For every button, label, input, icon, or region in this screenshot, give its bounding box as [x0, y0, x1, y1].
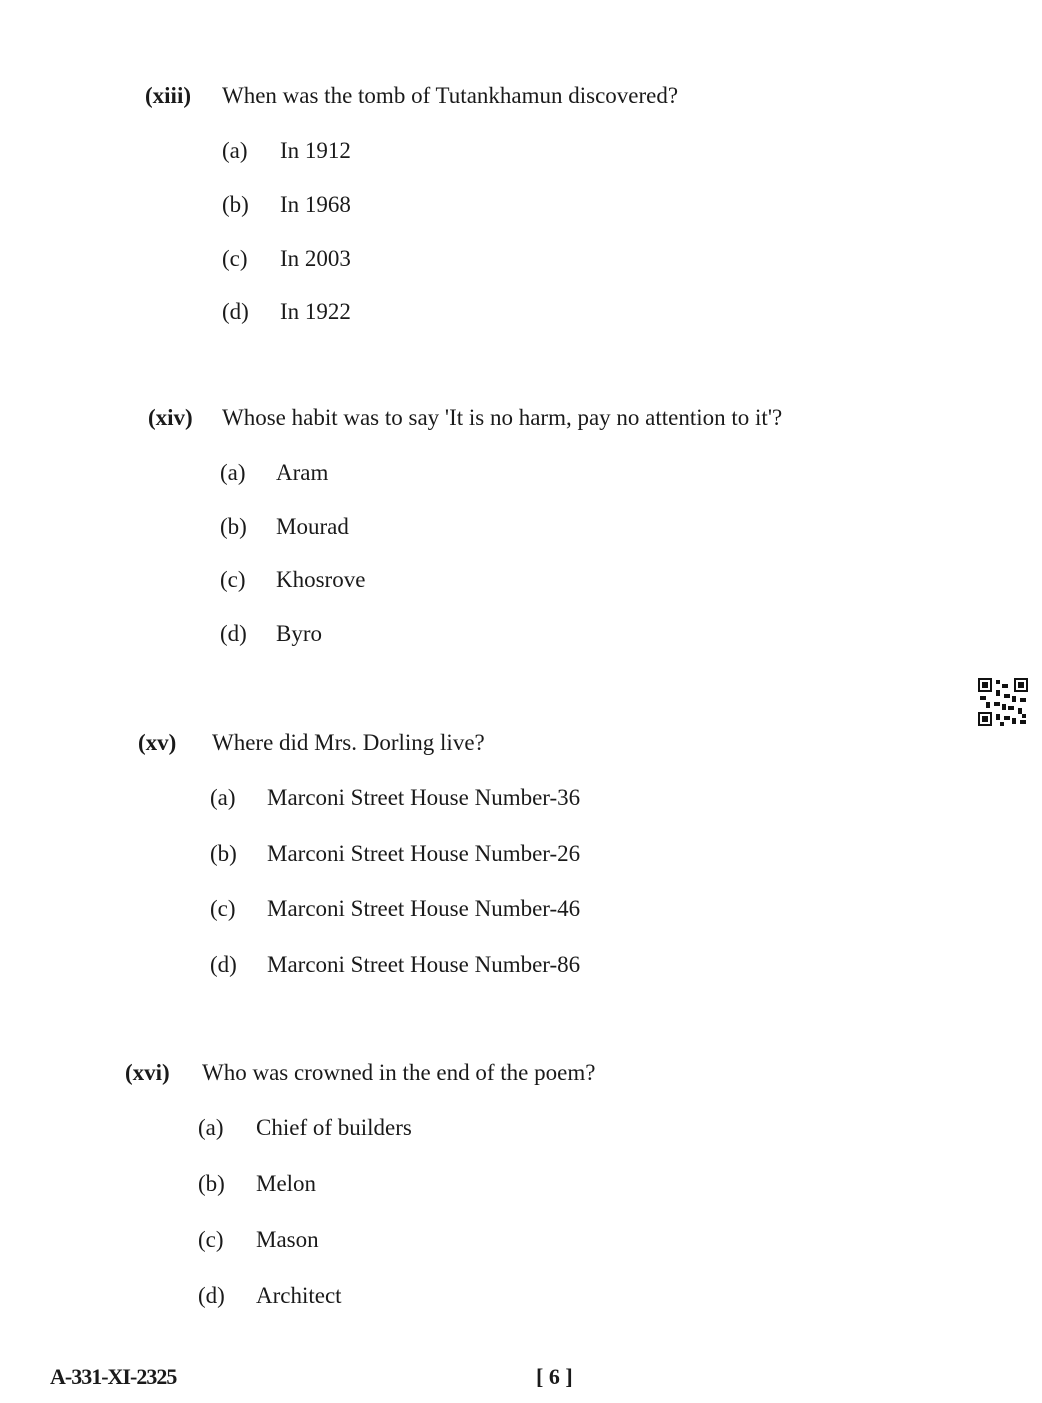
question-number: (xvi): [125, 1060, 170, 1085]
paper-code: A-331-XI-2325: [50, 1364, 177, 1389]
question-number: (xv): [138, 730, 177, 755]
option-text: In 2003: [280, 246, 351, 271]
option-text: Marconi Street House Number-86: [267, 952, 581, 977]
option-text: Byro: [276, 621, 322, 646]
option-label: (a): [198, 1115, 224, 1140]
page-number: [ 6 ]: [536, 1364, 573, 1389]
option-text: Marconi Street House Number-36: [267, 785, 581, 810]
qr-code-icon: [978, 678, 1028, 726]
option-text: In 1922: [280, 299, 351, 324]
question-text: Whose habit was to say 'It is no harm, pay no attention to it'?: [222, 405, 783, 430]
option-label: (c): [220, 567, 246, 592]
option-label: (b): [210, 841, 237, 866]
option-label: (c): [198, 1227, 224, 1252]
question-text: Where did Mrs. Dorling live?: [212, 730, 485, 755]
option-label: (a): [222, 138, 248, 163]
option-text: Architect: [256, 1283, 342, 1308]
option-label: (c): [210, 896, 236, 921]
option-text: Aram: [276, 460, 329, 485]
option-text: Marconi Street House Number-46: [267, 896, 581, 921]
option-label: (d): [220, 621, 247, 646]
option-text: Khosrove: [276, 567, 366, 592]
option-text: Mason: [256, 1227, 319, 1252]
question-text: When was the tomb of Tutankhamun discovered?: [222, 83, 679, 108]
option-label: (b): [220, 514, 247, 539]
option-text: Chief of builders: [256, 1115, 412, 1140]
option-text: Mourad: [276, 514, 349, 539]
option-text: In 1968: [280, 192, 351, 217]
option-label: (c): [222, 246, 248, 271]
question-number: (xiv): [148, 405, 193, 430]
option-label: (b): [198, 1171, 225, 1196]
option-label: (b): [222, 192, 249, 217]
option-label: (a): [210, 785, 236, 810]
question-text: Who was crowned in the end of the poem?: [202, 1060, 596, 1085]
option-text: Melon: [256, 1171, 317, 1196]
option-label: (d): [198, 1283, 225, 1308]
option-label: (d): [222, 299, 249, 324]
option-text: In 1912: [280, 138, 351, 163]
option-label: (d): [210, 952, 237, 977]
option-text: Marconi Street House Number-26: [267, 841, 581, 866]
question-number: (xiii): [145, 83, 191, 108]
option-label: (a): [220, 460, 246, 485]
